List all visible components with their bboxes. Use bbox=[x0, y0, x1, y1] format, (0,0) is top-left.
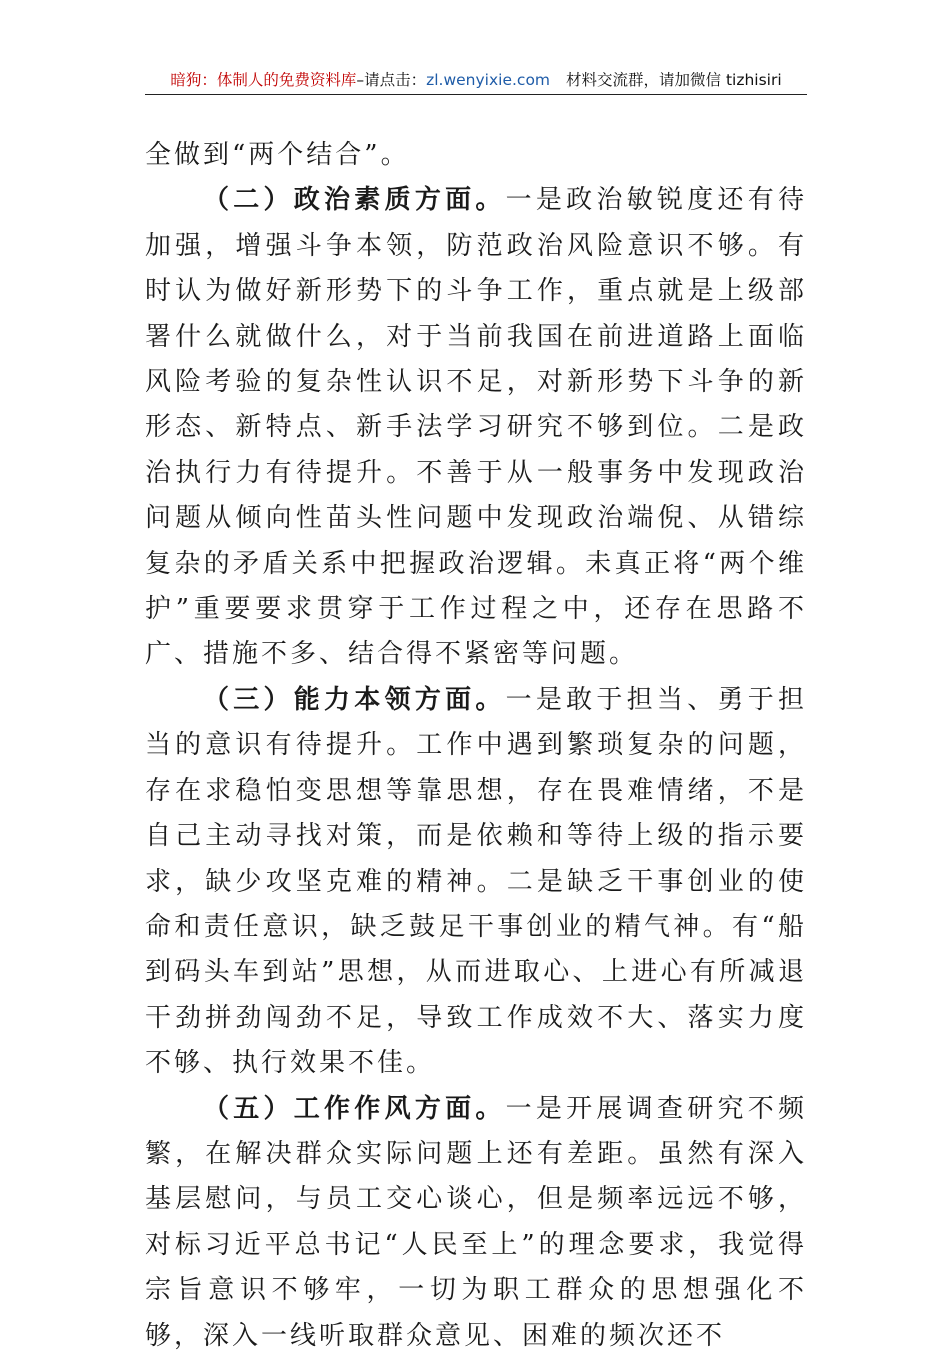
paragraph-text: 一是敢于担当、勇于担当的意识有待提升。工作中遇到繁琐复杂的问题，存在求稳怕变思想等靠思想，存在畏难情绪，不是自己主动寻找对策，而是依赖和等待上级的指示要求，缺少攻坚克难的精神。二是缺乏干事创业的使命和责任意识，缺乏鼓足干事创业的精气神。有“船到码头车到站”思想，从而进取心、上进心有所减退干劲拼劲闯劲不足，导致工作成效不大、落实力度不够、执行效果不佳。 bbox=[145, 684, 807, 1079]
header-brand: 暗狗：体制人的免费资料库 bbox=[170, 71, 357, 89]
paragraph-ability bbox=[145, 678, 807, 1087]
paragraph-work-style bbox=[145, 1087, 807, 1359]
document-body bbox=[145, 133, 807, 1359]
paragraph-text: 一是政治敏锐度还有待加强，增强斗争本领，防范政治风险意识不够。有时认为做好新形势下的斗争工作，重点就是上级部署什么就做什么，对于当前我国在前进道路上面临风险考验的复杂性认识不足，对新形势下斗争的新形态、新特点、新手法学习研究不够到位。二是政治执行力有待提升。不善于从一般事务中发现政治问题从倾向性苗头性问题中发现政治端倪、从错综复杂的矛盾关系中把握政治逻辑。未真正将“两个维护”重要要求贯穿于工作过程之中，还存在思路不广、措施不多、结合得不紧密等问题。 bbox=[145, 185, 807, 670]
section-heading: （五）工作作风方面。 bbox=[203, 1093, 506, 1124]
header-click-prefix: –请点击： bbox=[356, 71, 427, 89]
paragraph-continuation bbox=[145, 133, 807, 178]
page-header bbox=[145, 68, 807, 95]
header-group-text: 材料交流群，请加微信 tizhisiri bbox=[566, 71, 782, 89]
paragraph-text: 全做到“两个结合”。 bbox=[145, 140, 410, 170]
section-heading: （二）政治素质方面。 bbox=[203, 185, 506, 216]
paragraph-political-quality bbox=[145, 178, 807, 677]
header-url-link[interactable]: zl.wenyixie.com bbox=[426, 71, 551, 89]
paragraph-text: 一是开展调查研究不频繁，在解决群众实际问题上还有差距。虽然有深入基层慰问，与员工交心谈心，但是频率远远不够，对标习近平总书记“人民至上”的理念要求，我觉得宗旨意识不够牢，一切为职工群众的思想强化不够，深入一线听取群众意见、困难的频次还不 bbox=[145, 1093, 807, 1351]
section-heading: （三）能力本领方面。 bbox=[203, 684, 506, 715]
